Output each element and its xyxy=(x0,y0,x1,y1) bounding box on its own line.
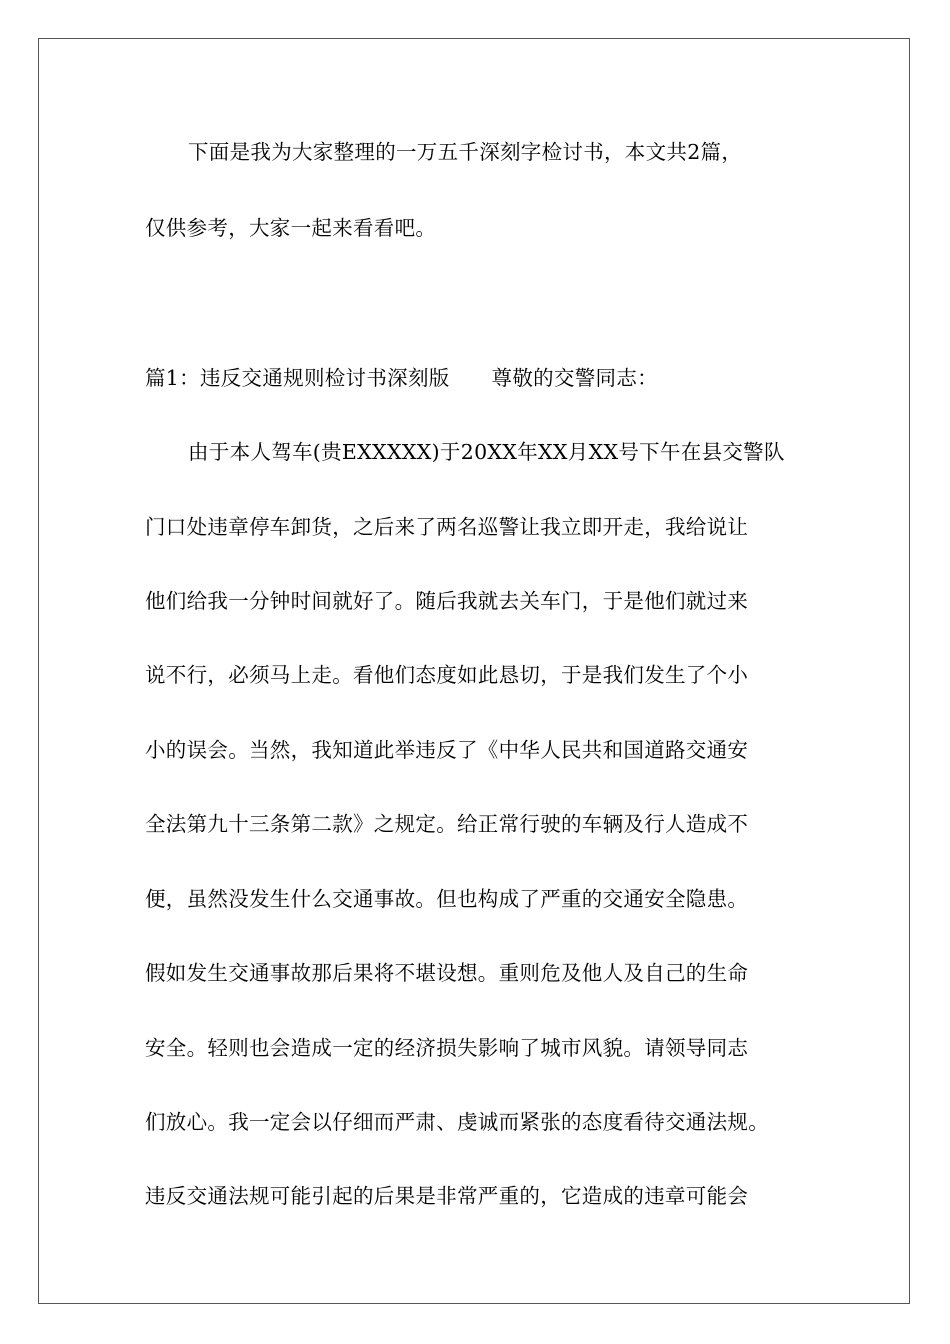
body-line: 小的误会。当然，我知道此举违反了《中华人民共和国道路交通安 xyxy=(145,738,749,762)
section-heading-line xyxy=(145,364,658,392)
body-line: 们放心。我一定会以仔细而严肃、虔诚而紧张的态度看待交通法规。 xyxy=(145,1110,769,1134)
body-line: 由于本人驾车(贵EXXXXX)于20XX年XX月XX号下午在县交警队 xyxy=(188,440,785,464)
body-line: 假如发生交通事故那后果将不堪设想。重则危及他人及自己的生命 xyxy=(145,961,749,985)
body-line: 安全。轻则也会造成一定的经济损失影响了城市风貌。请领导同志 xyxy=(145,1036,749,1060)
body-line: 门口处违章停车卸货，之后来了两名巡警让我立即开走，我给说让 xyxy=(145,515,749,539)
intro-line-1: 下面是我为大家整理的一万五千深刻字检讨书，本文共2篇， xyxy=(188,140,743,164)
body-line: 他们给我一分钟时间就好了。随后我就去关车门，于是他们就过来 xyxy=(145,589,749,613)
body-line: 便，虽然没发生什么交通事故。但也构成了严重的交通安全隐患。 xyxy=(145,887,749,911)
intro-line-2: 仅供参考，大家一起来看看吧。 xyxy=(145,216,437,240)
body-line: 全法第九十三条第二款》之规定。给正常行驶的车辆及行人造成不 xyxy=(145,812,749,836)
section-heading: 篇1：违反交通规则检讨书深刻版 xyxy=(145,366,450,390)
body-line: 说不行，必须马上走。看他们态度如此恳切，于是我们发生了个小 xyxy=(145,663,749,687)
body-line: 违反交通法规可能引起的后果是非常严重的，它造成的违章可能会 xyxy=(145,1184,749,1208)
salutation: 尊敬的交警同志： xyxy=(491,366,658,390)
